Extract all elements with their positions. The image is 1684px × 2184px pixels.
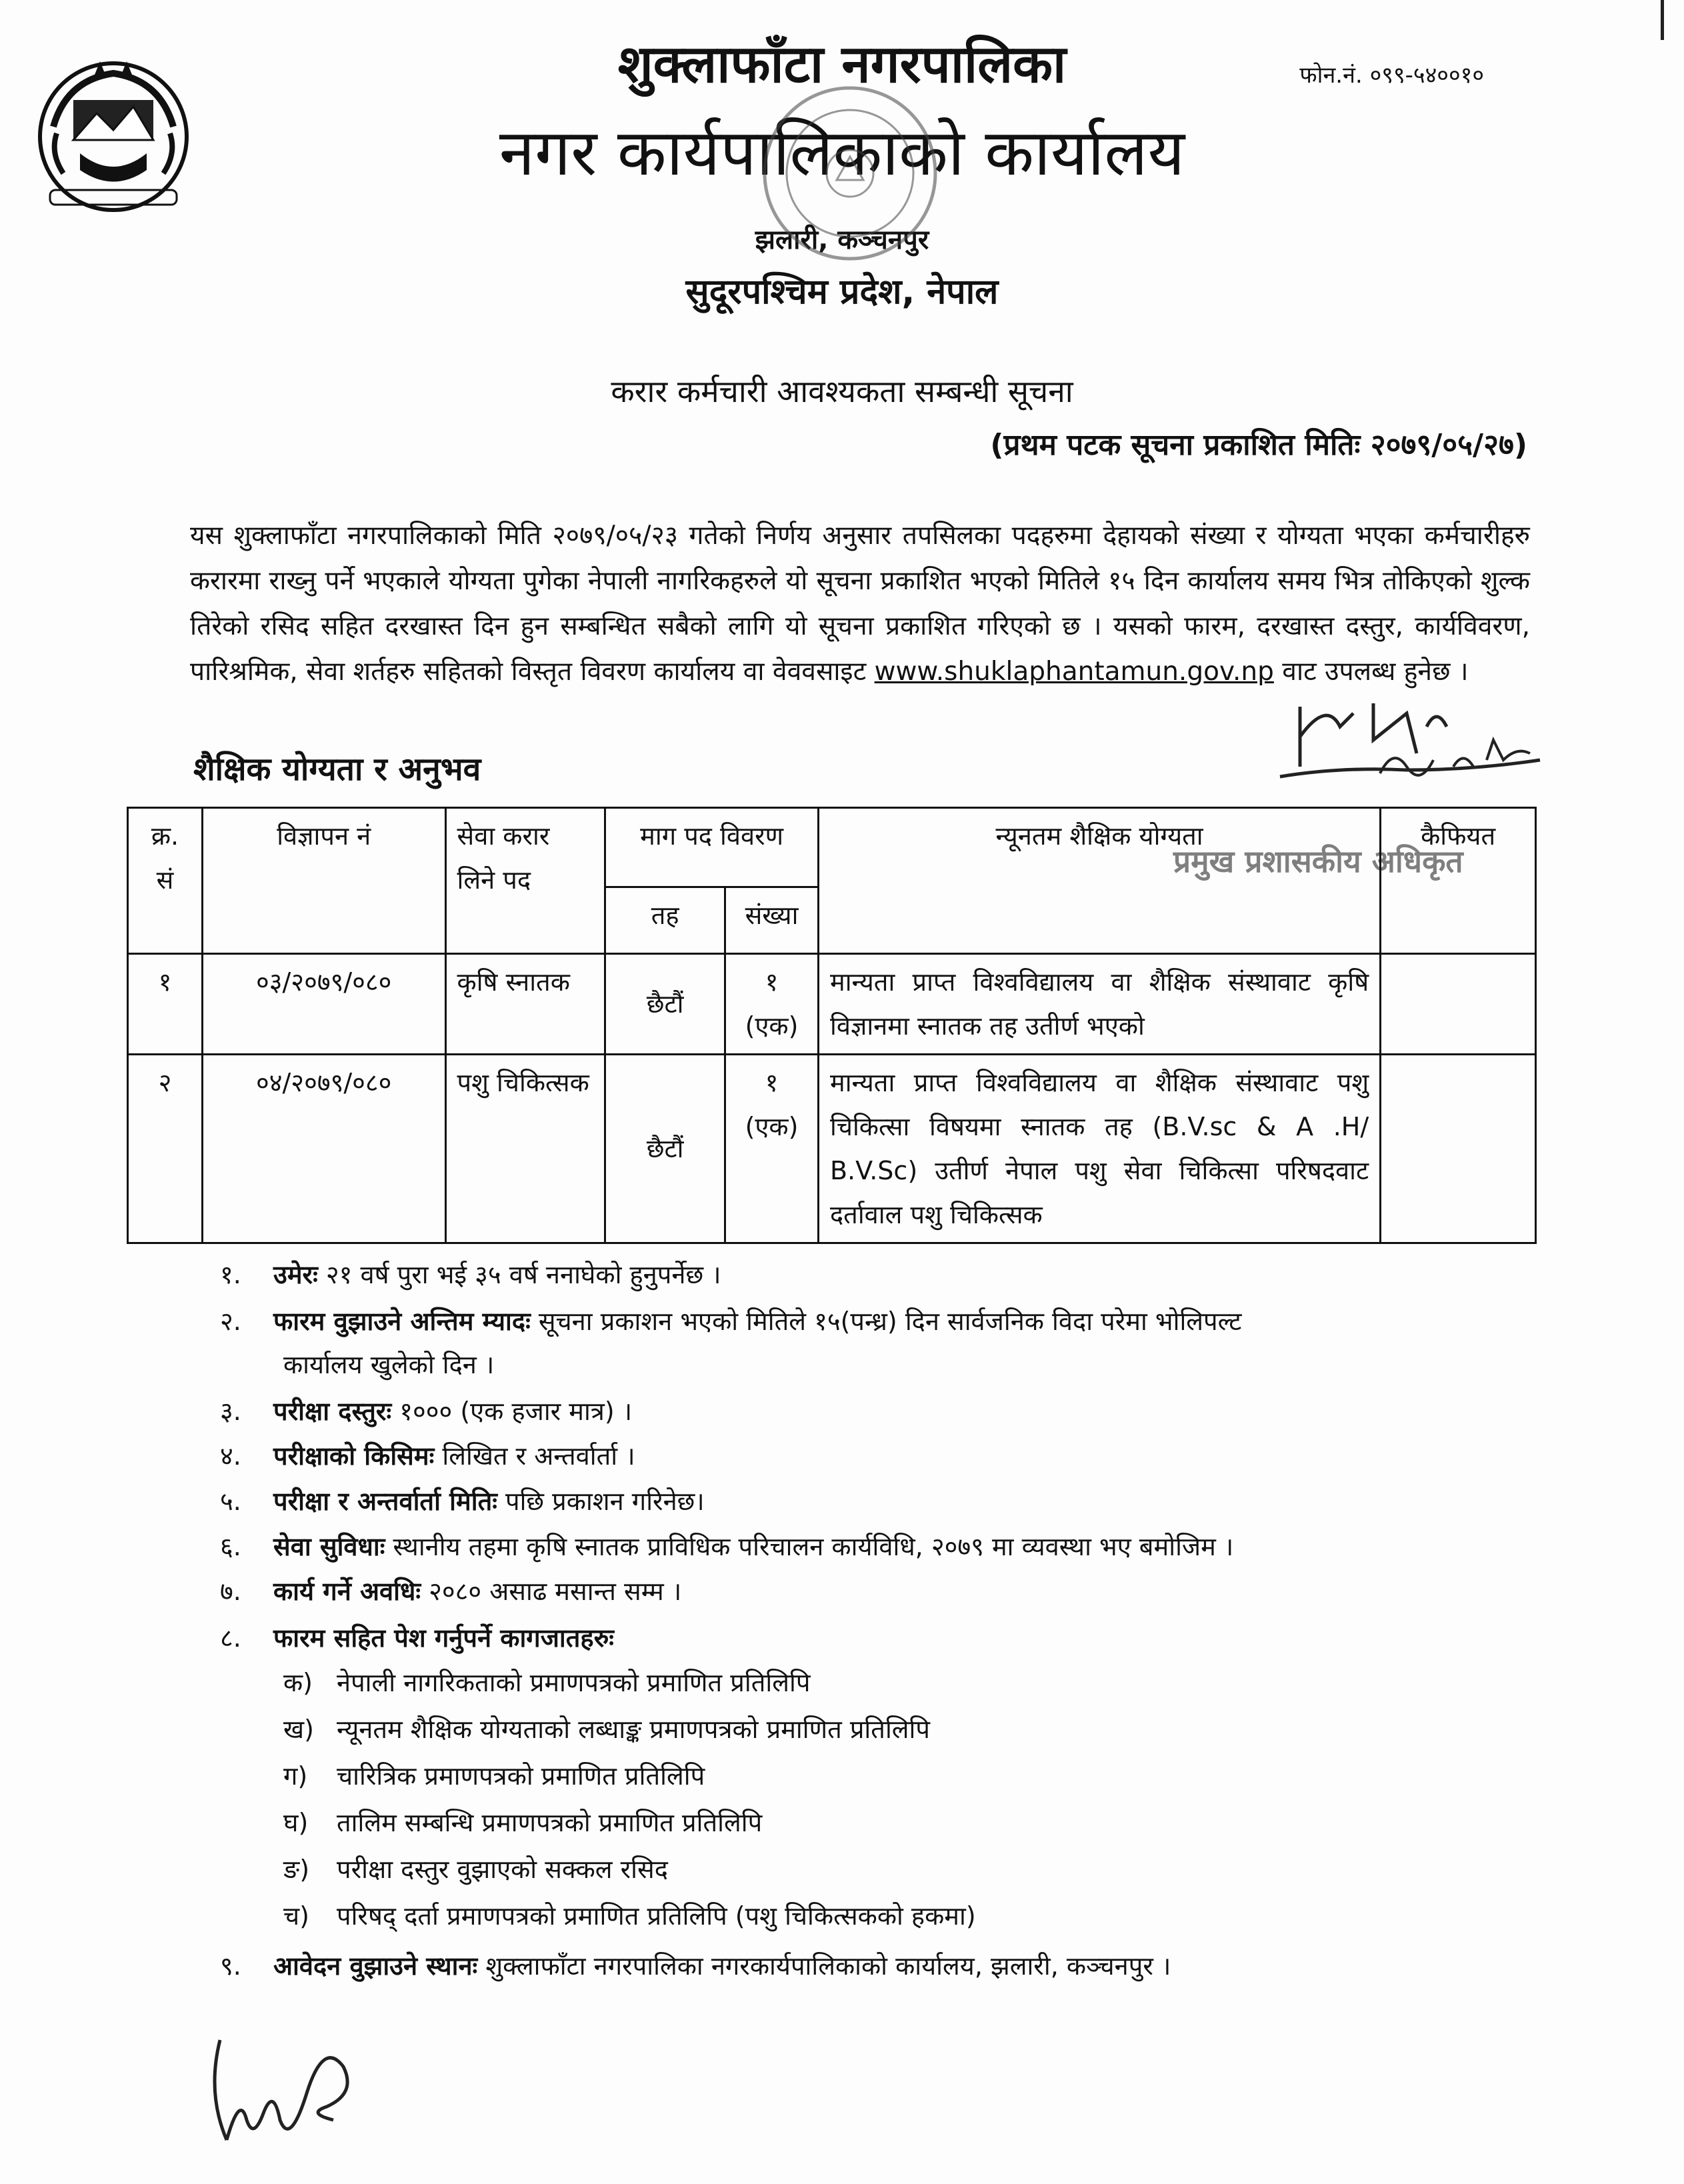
condition-text: लिखित र अन्तर्वार्ता । [442,1441,635,1471]
document-number: ख) [283,1715,314,1744]
document-text: नेपाली नागरिकताको प्रमाणपत्रको प्रमाणित प्रतिलिपि [337,1668,811,1697]
condition-label: परीक्षा दस्तुरः [273,1397,392,1426]
header-post: सेवा करार लिने पद [445,808,605,954]
requirements-table [127,807,1537,1244]
condition-number: २. [220,1307,241,1336]
condition-text: स्थानीय तहमा कृषि स्नातक प्राविधिक परिचालन कार्यविधि, २०७९ मा व्यवस्था भए बमोजिम । [393,1532,1234,1561]
officer-stamp: प्रमुख प्रशासकीय अधिकृत [1173,843,1463,879]
cell-ad-no: ०४/२०७९/०८० [202,1055,445,1243]
office-address: झलारी, कञ्चनपुर [755,225,929,255]
cell-post: पशु चिकित्सक [445,1055,605,1243]
cell-post: कृषि स्नातक [445,954,605,1055]
condition-item [220,1393,632,1428]
document-text: न्यूनतम शैक्षिक योग्यताको लब्धाङ्क प्रमाणपत्रको प्रमाणित प्रतिलिपि [337,1715,930,1744]
notice-title: करार कर्मचारी आवश्यकता सम्बन्धी सूचना [611,373,1073,409]
document-text: परिषद् दर्ता प्रमाणपत्रको प्रमाणित प्रतिलिपि (पशु चिकित्सकको हकमा) [337,1901,976,1931]
document-item [283,1898,976,1933]
condition-continuation: कार्यालय खुलेको दिन । [283,1350,495,1379]
cell-qualification: मान्यता प्राप्त विश्वविद्यालय वा शैक्षिक संस्थावाट कृषि विज्ञानमा स्नातक तह उतीर्ण भएको [818,954,1380,1055]
condition-item [220,1529,1233,1563]
condition-number: ६. [220,1532,241,1561]
document-item [283,1851,668,1886]
header-demand: माग पद विवरण [605,808,819,887]
condition-item [220,1257,721,1291]
document-text: तालिम सम्बन्धि प्रमाणपत्रको प्रमाणित प्रतिलिपि [337,1808,763,1837]
officer-signature [200,2013,387,2160]
condition-number: ४. [220,1441,241,1471]
cell-ad-no: ०३/२०७९/०८० [202,954,445,1055]
document-item [283,1805,762,1839]
condition-label: आवेदन वुझाउने स्थानः [273,1951,478,1981]
condition-number: १. [220,1260,241,1289]
table-row [128,954,1536,1055]
notice-body [190,513,1530,695]
document-text: चारित्रिक प्रमाणपत्रको प्रमाणित प्रतिलिपि [337,1761,705,1791]
notice-published-date: (प्रथम पटक सूचना प्रकाशित मितिः २०७९/०५/२७) [990,428,1527,462]
municipality-name: शुक्लाफाँटा नगरपालिका [617,35,1067,95]
condition-item [220,1303,1241,1338]
office-name: नगर कार्यपालिकाको कार्यालय [499,115,1185,190]
office-seal-icon [753,80,947,267]
condition-number: ९. [220,1951,241,1981]
document-item [283,1758,705,1793]
condition-text: २१ वर्ष पुरा भई ३५ वर्ष ननाघेको हुनुपर्नेछ । [325,1260,721,1289]
document-text: परीक्षा दस्तुर वुझाएको सक्कल रसिद [337,1855,668,1884]
condition-item [220,1620,614,1655]
condition-label: उमेरः [273,1260,318,1289]
condition-number: ७. [220,1577,241,1606]
document-number: च) [283,1901,309,1931]
condition-item [220,1438,635,1473]
condition-text: सूचना प्रकाशन भएको मितिले १५(पन्ध्र) दिन सार्वजनिक विदा परेमा भोलिपल्ट [538,1307,1242,1336]
condition-label: परीक्षाको किसिमः [273,1441,435,1471]
province-name: सुदूरपश्चिम प्रदेश, नेपाल [685,272,999,312]
document-item [283,1665,810,1699]
condition-number: ३. [220,1397,241,1426]
document-number: क) [283,1668,313,1697]
header-sn: क्र. सं [128,808,203,954]
website-link[interactable]: www.shuklaphantamun.gov.np [874,657,1274,687]
condition-label: फारम वुझाउने अन्तिम म्यादः [273,1307,531,1336]
condition-item [220,1483,705,1518]
cell-count: १ (एक) [725,954,819,1055]
condition-item [220,1573,681,1608]
condition-label: परीक्षा र अन्तर्वार्ता मितिः [273,1487,497,1516]
cell-remarks [1381,954,1536,1055]
condition-text: पछि प्रकाशन गरिनेछ। [505,1487,705,1516]
section-title: शैक्षिक योग्यता र अनुभव [193,751,481,788]
header-count: संख्या [725,887,819,954]
signature-with-date [1273,687,1560,800]
condition-label: फारम सहित पेश गर्नुपर्ने कागजातहरुः [273,1623,614,1653]
document-number: घ) [283,1808,309,1837]
header-remarks: कैफियत [1381,808,1536,954]
document-number: ग) [283,1761,308,1791]
document-item [283,1711,930,1746]
header-ad-no: विज्ञापन नं [202,808,445,954]
header-level: तह [605,887,725,954]
condition-label: सेवा सुविधाः [273,1532,385,1561]
condition-label: कार्य गर्ने अवधिः [273,1577,421,1606]
notice-body-end: वाट उपलब्ध हुनेछ । [1282,657,1469,687]
cell-level: छैटौं [605,954,725,1055]
cell-sn: २ [128,1055,203,1243]
condition-number: ५. [220,1487,241,1516]
condition-text: शुक्लाफाँटा नगरपालिका नगरकार्यपालिकाको कार्यालय, झलारी, कञ्चनपुर । [485,1951,1171,1981]
condition-number: ८. [220,1623,241,1653]
cell-count: १ (एक) [725,1055,819,1243]
notice-body-text: यस शुक्लाफाँटा नगरपालिकाको मिति २०७९/०५/२३ गतेको निर्णय अनुसार तपसिलका पदहरुमा देहायको संख्या र योग्यता भएका कर्मचारीहरु करारमा राख्नु पर्ने भएकाले योग्यता पुगेका नेपाली नागरिकहरुले यो सूचना प्रकाशित भएको मितिले १५ दिन कार्यालय समय भित्र तोकिएको शुल्क तिरेको रसिद सहित दरखास्त दिन हुन सम्बन्धित सबैको लागि यो सूचना प्रकाशित गरिएको छ । यसको फारम, दरखास्त दस्तुर, कार्यविवरण, पारिश्रमिक, सेवा शर्तहरु सहितको विस्तृत विवरण कार्यालय वा वेववसाइट [190,521,1530,687]
cell-sn: १ [128,954,203,1055]
header-qualification: न्यूनतम शैक्षिक योग्यता [818,808,1380,954]
condition-text: १००० (एक हजार मात्र) । [399,1397,633,1426]
cell-level: छैटौं [605,1055,725,1243]
phone-number: फोन.नं. ०९९-५४००१० [1299,62,1484,89]
cell-qualification: मान्यता प्राप्त विश्वविद्यालय वा शैक्षिक संस्थावाट पशु चिकित्सा विषयमा स्नातक तह (B.V.sc & A .H/ B.V.Sc) उतीर्ण नेपाल पशु सेवा चिकित्सा परिषदवाट दर्तावाल पशु चिकित्सक [818,1055,1380,1243]
cell-remarks [1381,1055,1536,1243]
table-row [128,1055,1536,1243]
table-header-row [128,808,1536,887]
submission-item [220,1948,1171,1983]
document-number: ङ) [283,1855,310,1884]
condition-text: २०८० असाढ मसान्त सम्म । [429,1577,682,1606]
